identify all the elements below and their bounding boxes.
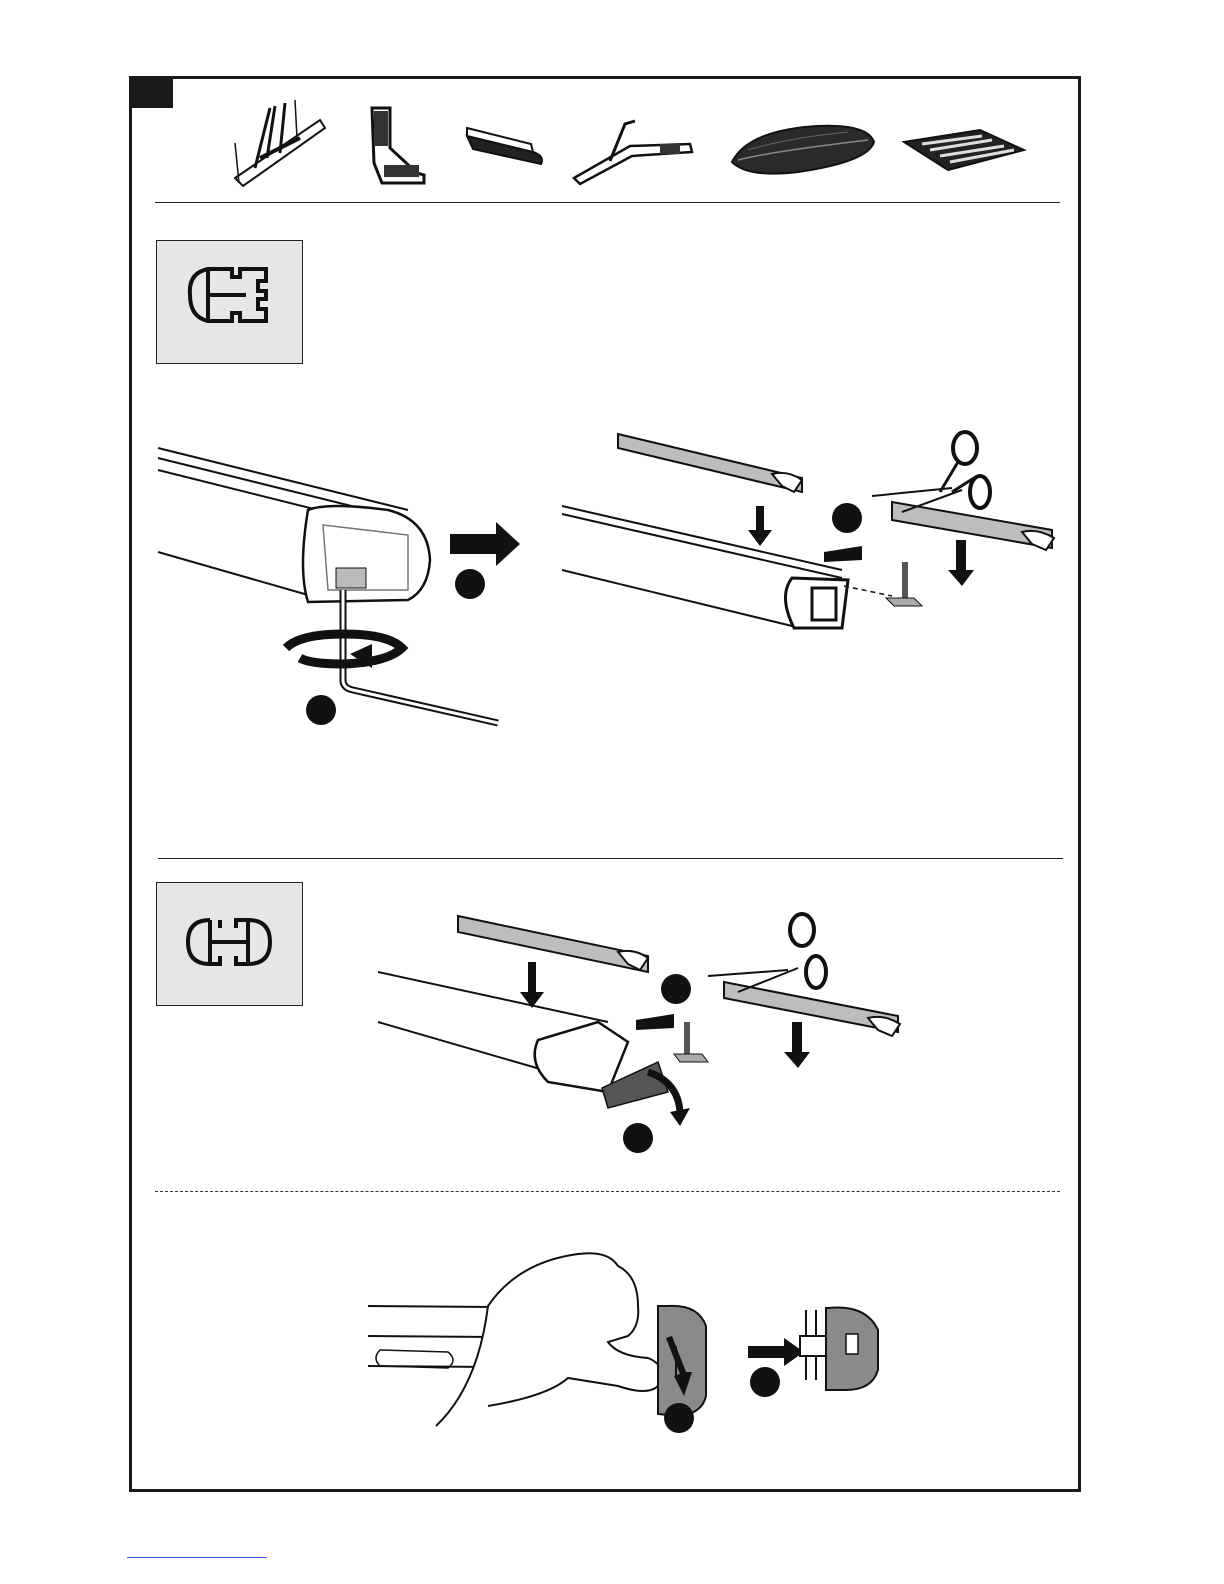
ttrack-bar-illustration: [562, 430, 1067, 640]
removed-end-cap-icon: [796, 1300, 882, 1394]
round-bar-illustration: [378, 912, 908, 1152]
roof-box-icon: [728, 122, 878, 178]
footer-link-underline: [127, 1557, 267, 1558]
rotate-arrow-icon: [280, 630, 408, 670]
step-marker-3a: [663, 1402, 695, 1434]
step-marker-3b: [749, 1366, 781, 1398]
step-marker-1b: [454, 568, 486, 600]
dashed-divider: [155, 1191, 1060, 1192]
right-arrow-icon: [450, 522, 520, 566]
header-divider: [155, 202, 1060, 203]
ski-carrier-icon: [463, 124, 545, 169]
step-marker-2b: [622, 1122, 654, 1154]
step-number-tab: [129, 76, 173, 108]
step-marker-1c: [831, 502, 863, 534]
bike-carrier-icon: [225, 98, 330, 190]
step-marker-1a: [305, 694, 337, 726]
section-divider: [158, 858, 1063, 859]
roof-basket-icon: [900, 126, 1028, 176]
round-bar-profile-icon: [186, 916, 272, 968]
fork-bike-carrier-icon: [570, 116, 700, 186]
step-marker-2a: [660, 973, 692, 1005]
kayak-carrier-icon: [362, 103, 432, 188]
wingbar-t-track-profile-icon: [186, 265, 272, 325]
